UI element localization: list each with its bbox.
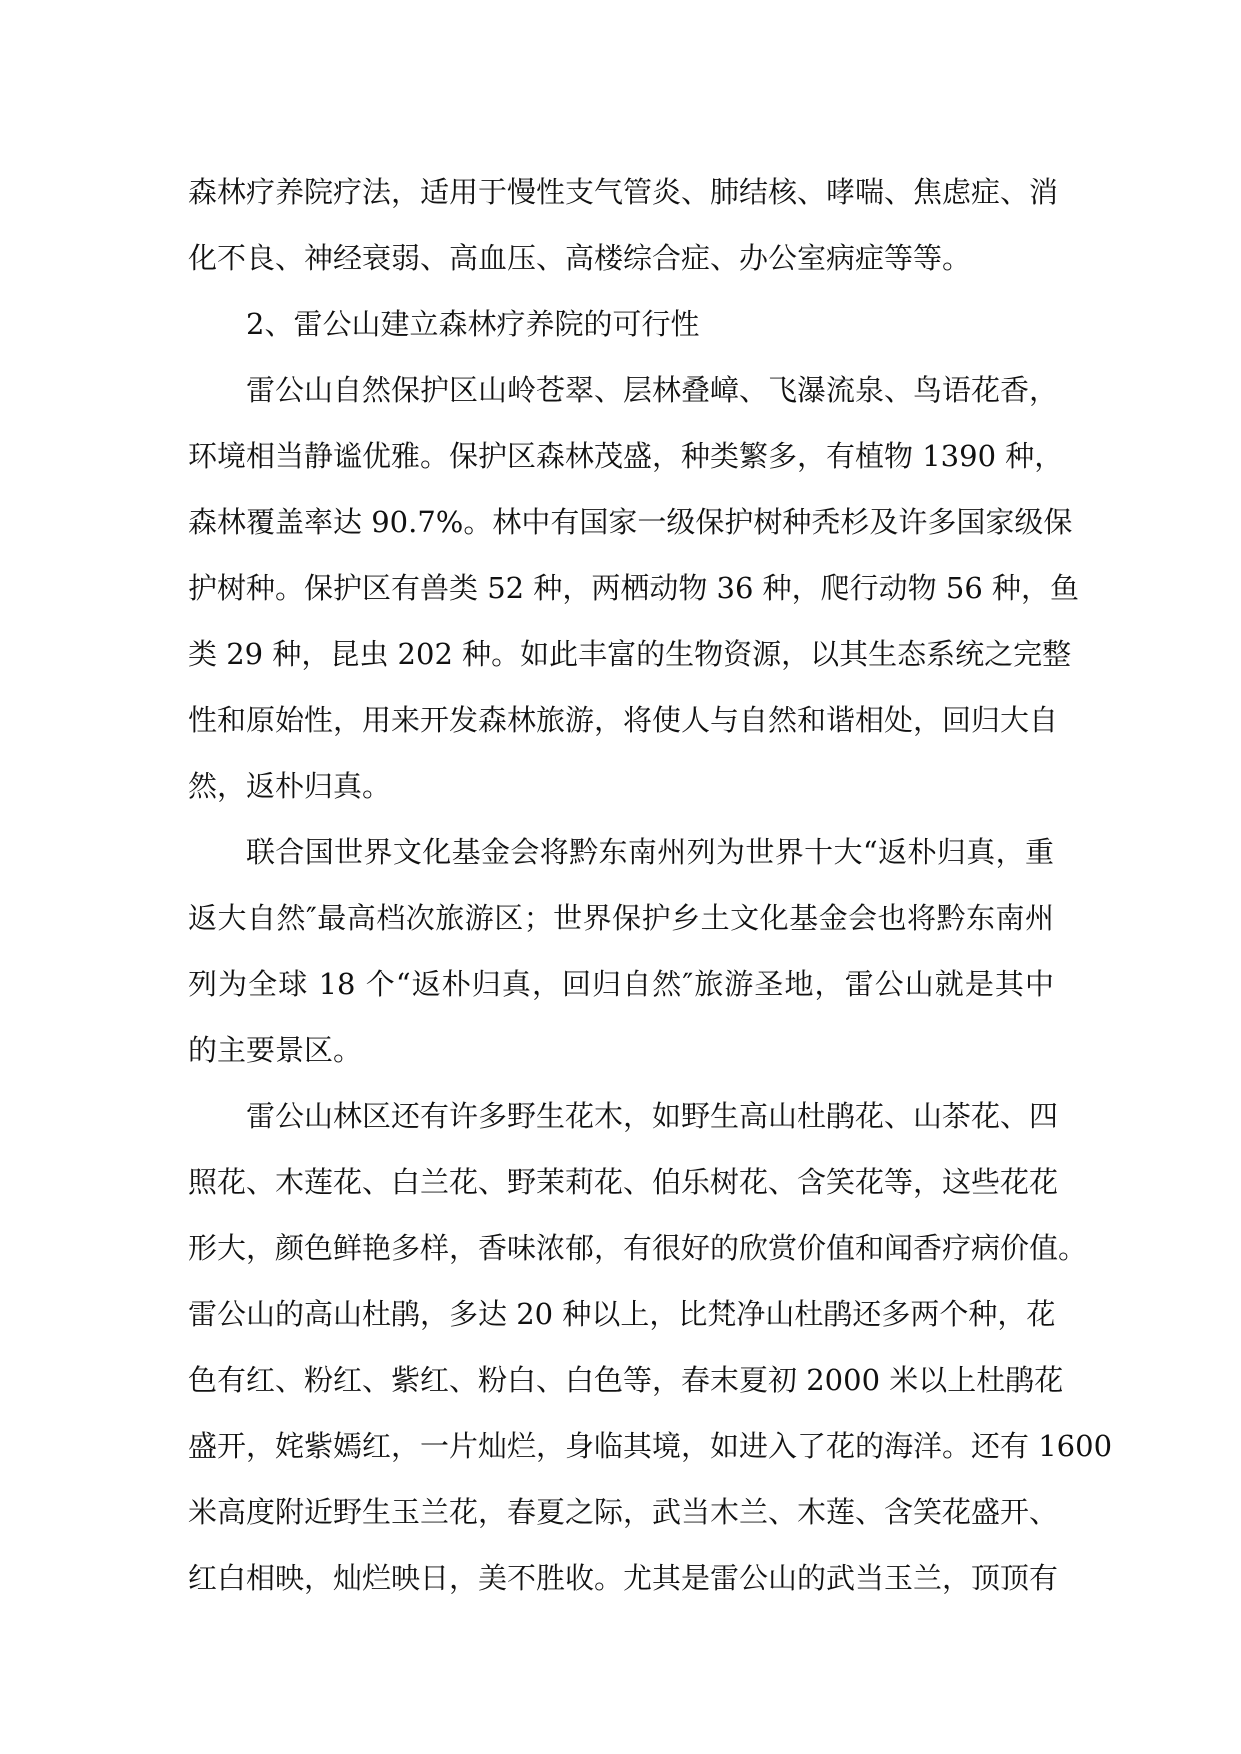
text-line: 列为全球 18 个“返朴归真，回归自然″旅游圣地，雷公山就是其中 xyxy=(188,967,1054,1001)
document-page xyxy=(188,159,1113,1611)
text-line: 米高度附近野生玉兰花，春夏之际，武当木兰、木莲、含笑花盛开、 xyxy=(188,1495,1059,1529)
text-line: 红白相映，灿烂映日，美不胜收。尤其是雷公山的武当玉兰，顶顶有 xyxy=(188,1561,1059,1595)
text-line: 类 29 种，昆虫 202 种。如此丰富的生物资源，以其生态系统之完整 xyxy=(188,637,1072,671)
text-line: 返大自然″最高档次旅游区；世界保护乡土文化基金会也将黔东南州 xyxy=(188,901,1054,935)
text-line: 盛开，姹紫嫣红，一片灿烂，身临其境，如进入了花的海洋。还有 1600 xyxy=(188,1429,1113,1463)
section-heading: 2、雷公山建立森林疗养院的可行性 xyxy=(246,307,700,341)
text-line: 形大，颜色鲜艳多样，香味浓郁，有很好的欣赏价值和闻香疗病价值。 xyxy=(188,1231,1088,1265)
text-line: 的主要景区。 xyxy=(188,1033,363,1067)
text-line: 雷公山的高山杜鹃，多达 20 种以上，比梵净山杜鹃还多两个种，花 xyxy=(188,1297,1056,1331)
text-line: 性和原始性，用来开发森林旅游，将使人与自然和谐相处，回归大自 xyxy=(188,703,1059,737)
text-line: 护树种。保护区有兽类 52 种，两栖动物 36 种，爬行动物 56 种，鱼 xyxy=(188,571,1080,605)
text-line: 森林覆盖率达 90.7%。林中有国家一级保护树种秃杉及许多国家级保 xyxy=(188,505,1073,539)
text-line: 环境相当静谧优雅。保护区森林茂盛，种类繁多，有植物 1390 种， xyxy=(188,439,1064,473)
text-line: 雷公山自然保护区山岭苍翠、层林叠嶂、飞瀑流泉、鸟语花香， xyxy=(246,373,1059,407)
text-line: 化不良、神经衰弱、高血压、高楼综合症、办公室病症等等。 xyxy=(188,241,972,275)
text-line: 联合国世界文化基金会将黔东南州列为世界十大“返朴归真，重 xyxy=(246,835,1054,869)
text-line: 然，返朴归真。 xyxy=(188,769,392,803)
text-line: 雷公山林区还有许多野生花木，如野生高山杜鹃花、山茶花、四 xyxy=(246,1099,1059,1133)
text-line: 照花、木莲花、白兰花、野茉莉花、伯乐树花、含笑花等，这些花花 xyxy=(188,1165,1059,1199)
text-line: 色有红、粉红、紫红、粉白、白色等，春末夏初 2000 米以上杜鹃花 xyxy=(188,1363,1064,1397)
text-line: 森林疗养院疗法，适用于慢性支气管炎、肺结核、哮喘、焦虑症、消 xyxy=(188,175,1059,209)
